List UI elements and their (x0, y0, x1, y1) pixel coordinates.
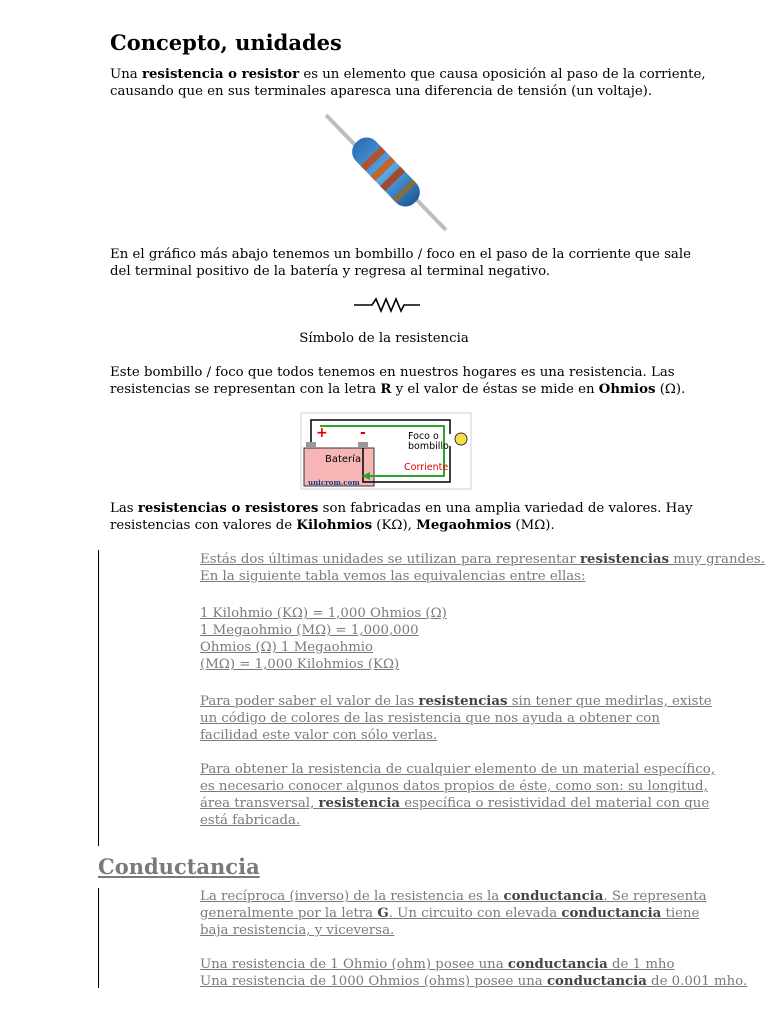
bulb-paragraph: Este bombillo / foco que todos tenemos en nuestros hogares es una resistencia. Las resistencias se representan con la letra R y el valor de éstas se mide en Ohmios (Ω). (110, 365, 686, 397)
circuit-diagram (300, 412, 472, 490)
page-title: Concepto, unidades (110, 30, 342, 55)
minus-sign: - (360, 425, 366, 441)
foco-label-2: bombillo (408, 441, 449, 452)
color-code-note[interactable]: Para poder saber el valor de las resistencias sin tener que medirlas, existe un código de colores de las resistencia que nos ayuda a obtener con facilidad este valor con sólo verlas. (200, 694, 712, 743)
graph-paragraph: En el gráfico más abajo tenemos un bombillo / foco en el paso de la corriente que sale del terminal positivo de la batería y regresa al terminal negativo. (110, 247, 691, 279)
units-note: Estás dos últimas unidades se utilizan para representar resistencias muy grandes. En la siguiente tabla vemos las equivalencias entre ellas: (200, 552, 765, 584)
conductancia-definition: La recíproca (inverso) de la resistencia es la conductancia. Se representa generalmente por la letra G. Un circuito con elevada conductancia tiene baja resistencia, y viceversa. (200, 889, 707, 938)
conductancia-heading[interactable]: Conductancia (98, 854, 260, 879)
intro-paragraph: Una resistencia o resistor es un elemento que causa oposición al paso de la corriente, causando que en sus terminales aparesca una diferencia de tensión (un voltaje). (110, 67, 706, 99)
corriente-label: Corriente (404, 462, 449, 473)
plus-sign: + (316, 425, 328, 441)
symbol-caption: Símbolo de la resistencia (299, 331, 469, 346)
foco-label-1: Foco o (408, 431, 439, 442)
bateria-label: Batería (325, 454, 362, 465)
conductancia-rule (98, 888, 99, 988)
values-paragraph: Las resistencias o resistores son fabricadas en una amplia variedad de valores. Hay resistencias con valores de Kilohmios (KΩ), Megaohmios (MΩ). (110, 501, 693, 533)
watermark: unicrom.com (308, 478, 360, 487)
conductancia-examples: Una resistencia de 1 Ohmio (ohm) posee una conductancia de 1 mho Una resistencia de 1000 Ohmios (ohms) posee una conductancia de 0.001 mho. (200, 957, 748, 989)
blockquote-rule (98, 550, 99, 846)
resistor-symbol-icon (352, 296, 422, 314)
resistivity-note: Para obtener la resistencia de cualquier elemento de un material específico, es necesario conocer algunos datos propios de éste, como son: su longitud, área transversal, resistencia específica o resistividad del material con que está fabricada. (200, 762, 715, 828)
resistor-image (322, 112, 452, 234)
equivalence-table: 1 Kilohmio (KΩ) = 1,000 Ohmios (Ω) 1 Megaohmio (MΩ) = 1,000,000 Ohmios (Ω) 1 Megaohmio (MΩ) = 1,000 Kilohmios (KΩ) (200, 606, 447, 672)
